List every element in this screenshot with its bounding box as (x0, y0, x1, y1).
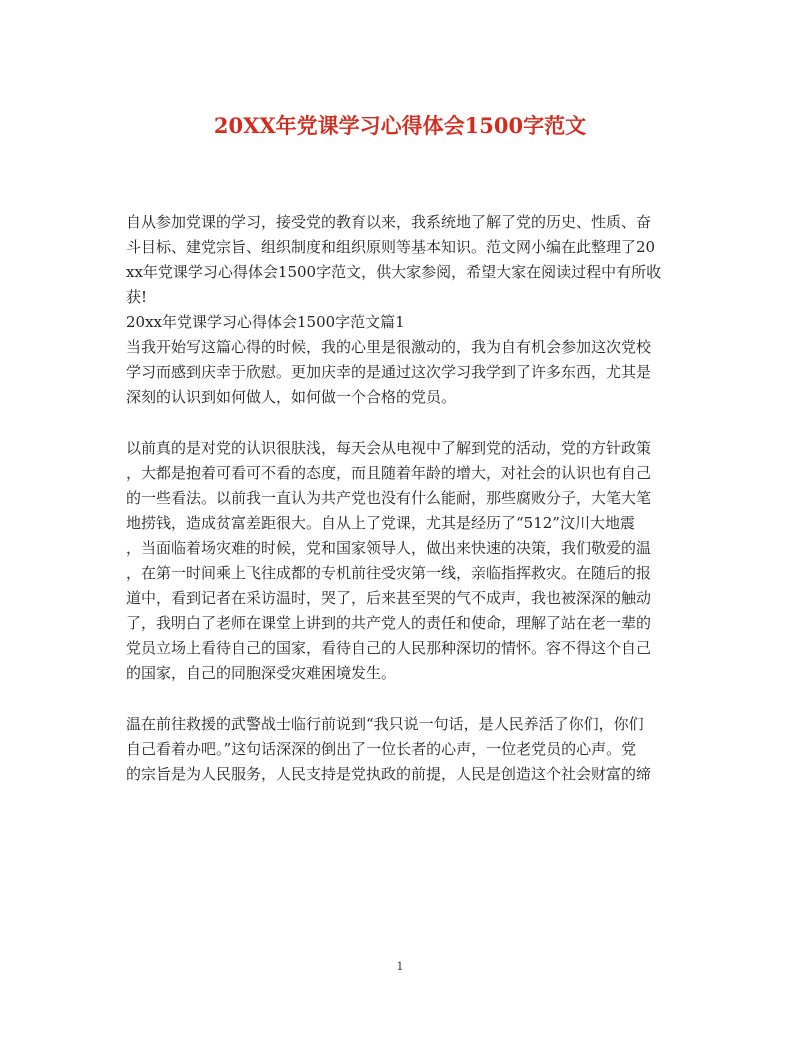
paragraph-line: 的宗旨是为人民服务，人民支持是党执政的前提，人民是创造这个社会财富的缔 (126, 765, 652, 783)
paragraph-gap (126, 686, 676, 712)
paragraph-line: xx年党课学习心得体会1500字范文，供大家参阅，希望大家在阅读过程中有所收 (126, 263, 662, 281)
paragraph-line: 斗目标、建党宗旨、组织制度和组织原则等基本知识。范文网小编在此整理了20 (126, 238, 656, 256)
paragraph-line: 了，我明白了老师在课堂上讲到的共产党人的责任和使命，理解了站在老一辈的 (126, 614, 652, 632)
paragraph-line: 的一些看法。以前我一直认为共产党也没有什么能耐，那些腐败分子，大笔大笔 (126, 489, 652, 507)
paragraph-line: 当我开始写这篇心得的时候，我的心里是很激动的，我为自有机会参加这次党校 (126, 338, 652, 356)
document-body (126, 210, 676, 787)
paragraph-line: 获! (126, 288, 148, 306)
page-number: 1 (396, 960, 404, 973)
paragraph-line: 学习而感到庆幸于欣慰。更加庆幸的是通过这次学习我学到了许多东西，尤其是 (126, 363, 652, 381)
paragraph-line: 深刻的认识到如何做人，如何做一个合格的党员。 (126, 388, 457, 406)
paragraph-line: 地捞钱，造成贫富差距很大。自从上了党课，尤其是经历了“512”汶川大地震 (126, 514, 635, 532)
section-heading: 20xx年党课学习心得体会1500字范文篇1 (126, 313, 405, 331)
paragraph-line: 自从参加党课的学习，接受党的教育以来，我系统地了解了党的历史、性质、奋 (126, 213, 652, 231)
paragraph-line: 自己看着办吧。”这句话深深的倒出了一位长者的心声，一位老党员的心声。党 (126, 740, 637, 758)
document-title: 20XX年党课学习心得体会1500字范文 (213, 113, 587, 138)
paragraph-gap (126, 410, 676, 436)
paragraph-line: 道中，看到记者在采访温时，哭了，后来甚至哭的气不成声，我也被深深的触动 (126, 589, 652, 607)
paragraph-line: ，在第一时间乘上飞往成都的专机前往受灾第一线，亲临指挥救灾。在随后的报 (126, 564, 652, 582)
paragraph-line: 党员立场上看待自己的国家，看待自己的人民那种深切的情怀。容不得这个自己 (126, 639, 652, 657)
paragraph-line: ，当面临着场灾难的时候，党和国家领导人，做出来快速的决策，我们敬爱的温 (126, 539, 652, 557)
paragraph-line: 以前真的是对党的认识很肤浅，每天会从电视中了解到党的活动，党的方针政策 (126, 439, 652, 457)
paragraph-line: ，大都是抱着可看可不看的态度，而且随着年龄的增大，对社会的认识也有自己 (126, 464, 652, 482)
paragraph-line: 温在前往救援的武警战士临行前说到“我只说一句话，是人民养活了你们，你们 (126, 715, 644, 733)
paragraph-line: 的国家，自己的同胞深受灾难困境发生。 (126, 664, 397, 682)
